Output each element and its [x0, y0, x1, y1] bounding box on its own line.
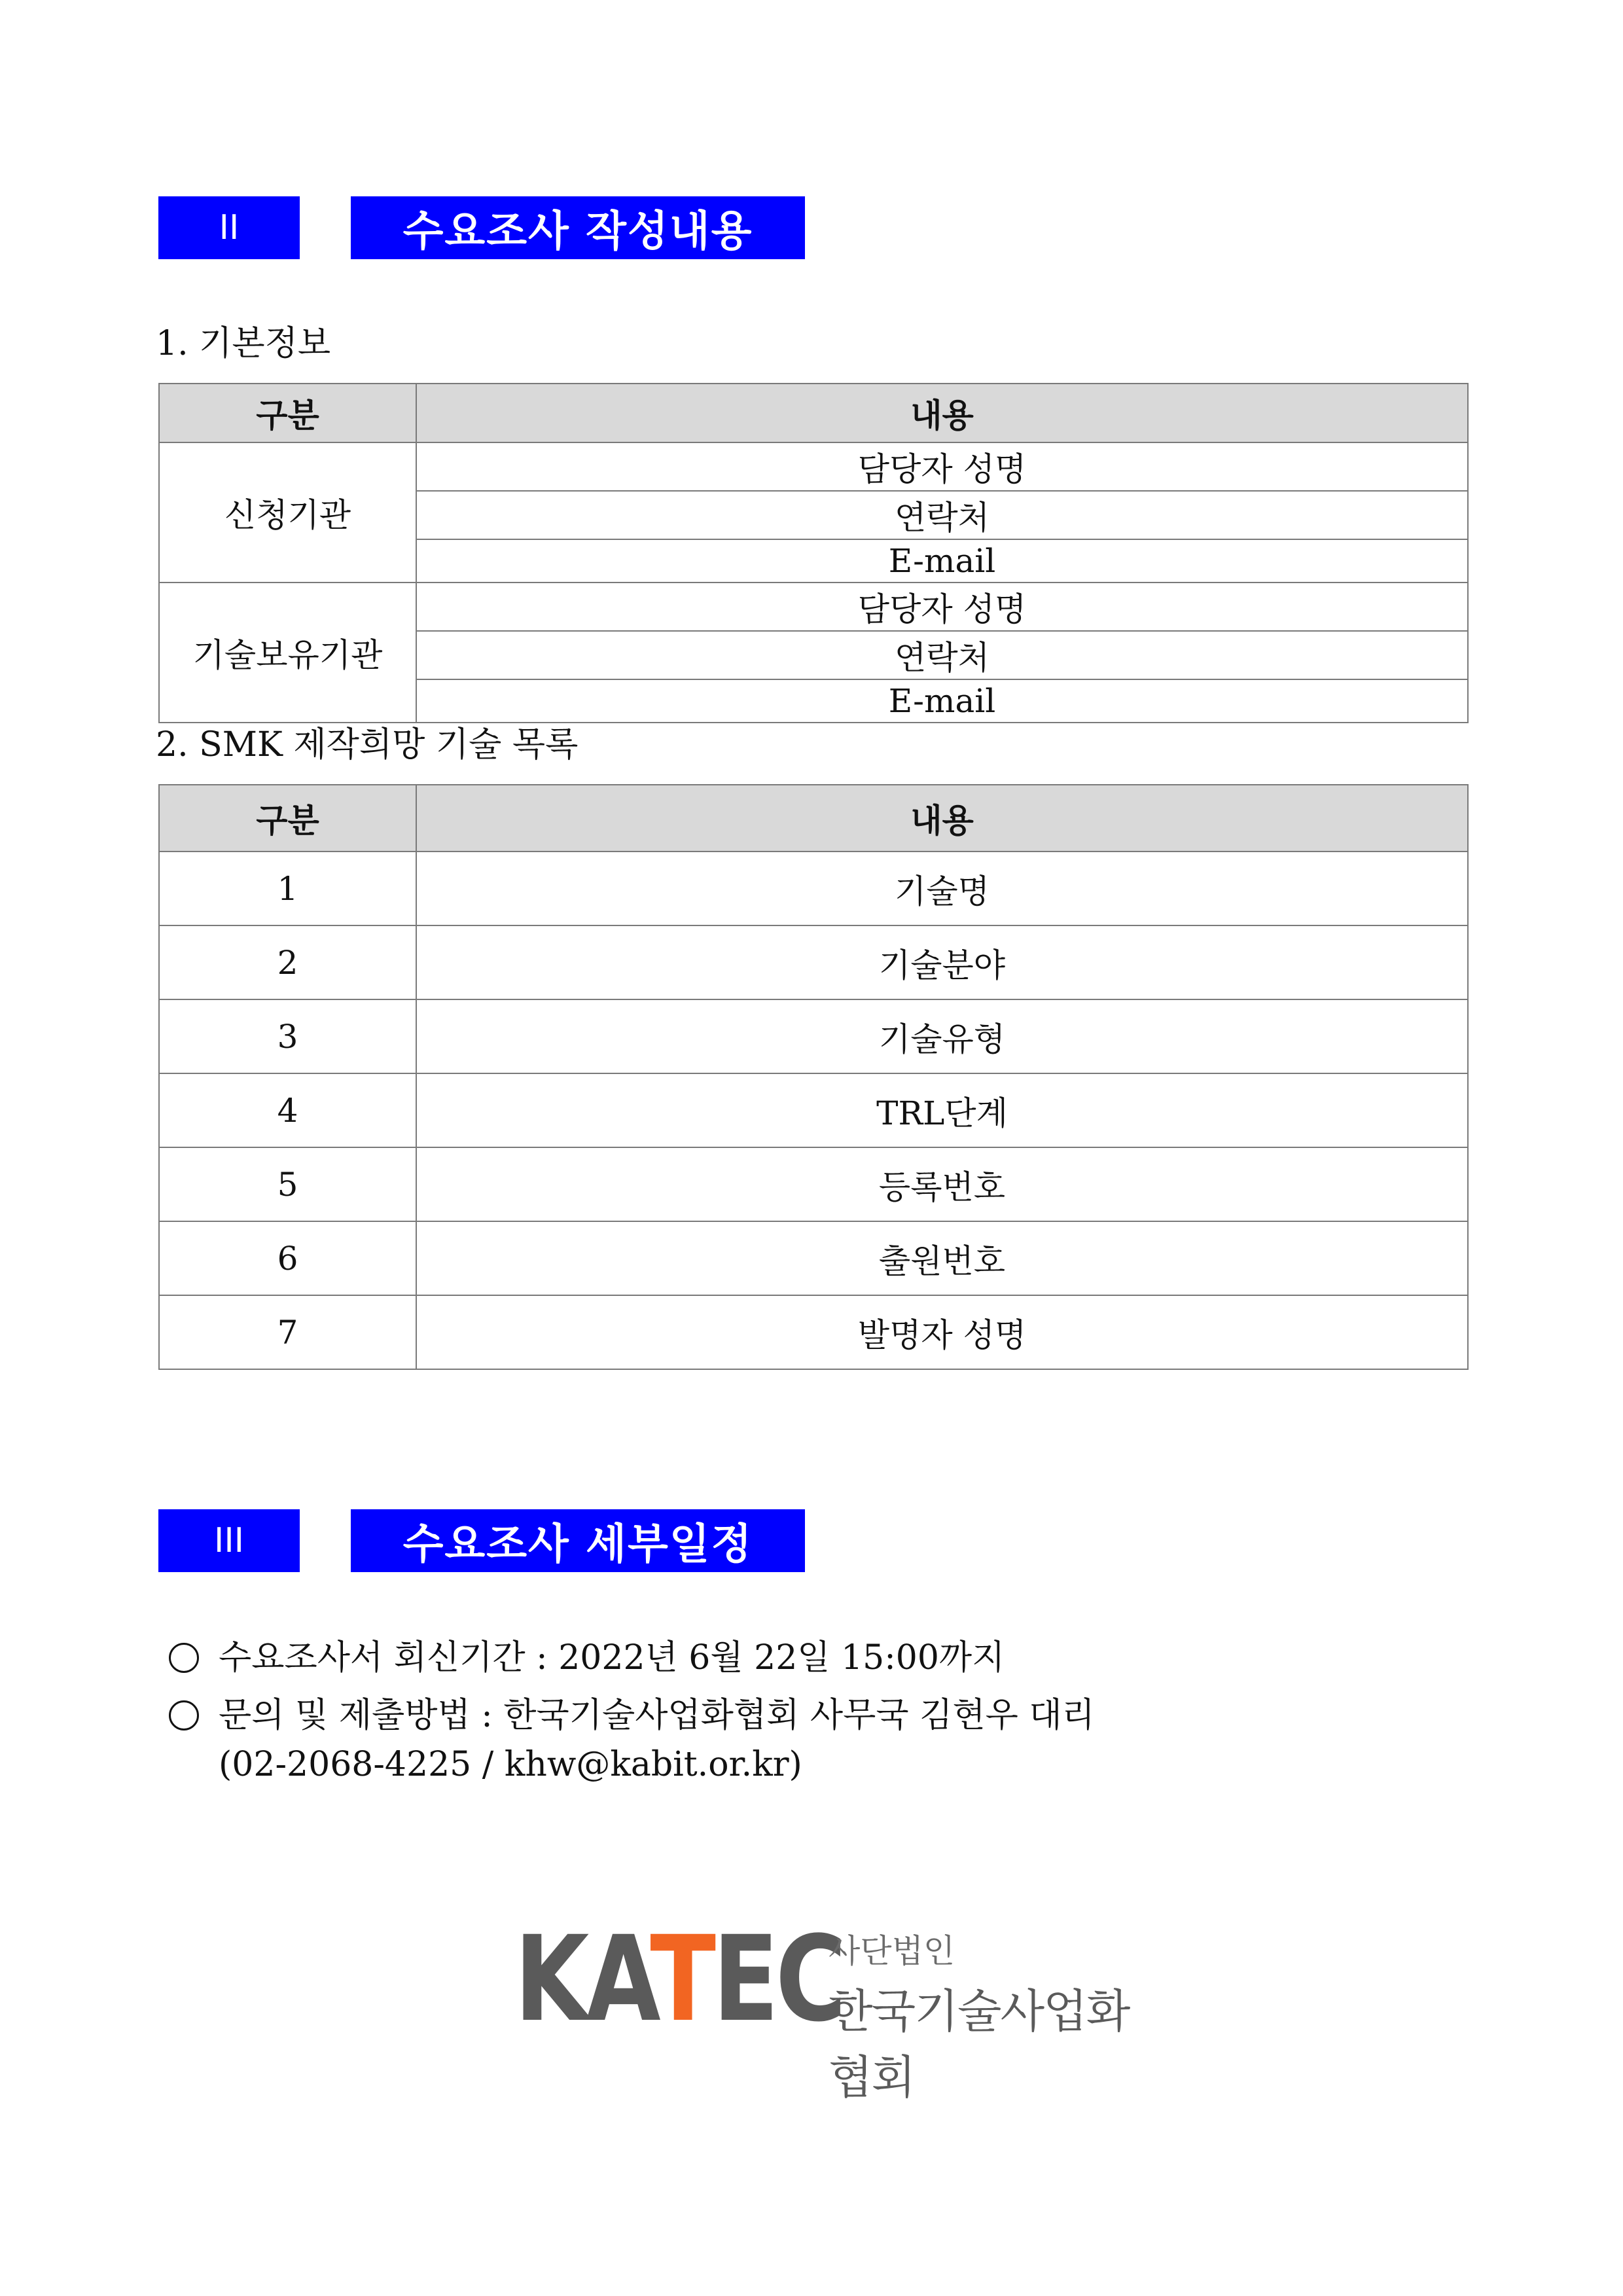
tech-list-table	[158, 784, 1469, 1370]
row-content: 기술명	[416, 852, 1468, 925]
section-title: 수요조사 작성내용	[351, 196, 805, 259]
table-row	[159, 1221, 1468, 1295]
row-number: 1	[159, 852, 416, 925]
table-row	[159, 852, 1468, 925]
basic-info-table	[158, 383, 1469, 723]
header-content: 내용	[416, 785, 1468, 852]
row-content: 출원번호	[416, 1221, 1468, 1295]
row-number: 2	[159, 925, 416, 999]
tech-list-heading: 2. SMK 제작희망 기술 목록	[156, 725, 579, 764]
category-cell: 기술보유기관	[159, 583, 416, 723]
table-row	[159, 1073, 1468, 1147]
katec-logo	[514, 1911, 1143, 2104]
row-content: 등록번호	[416, 1147, 1468, 1221]
content-cell: E-mail	[416, 679, 1468, 723]
table-row	[159, 1295, 1468, 1369]
schedule-deadline	[169, 1630, 1005, 1679]
row-content: 발명자 성명	[416, 1295, 1468, 1369]
logo-mark-text: KATEC	[514, 1911, 844, 2048]
content-cell: 담당자 성명	[416, 442, 1468, 491]
row-number: 3	[159, 999, 416, 1073]
content-cell: E-mail	[416, 539, 1468, 583]
category-cell: 신청기관	[159, 442, 416, 583]
deadline-text: 수요조사서 회신기간 : 2022년 6월 22일 15:00까지	[219, 1638, 1005, 1677]
row-number: 7	[159, 1295, 416, 1369]
row-content: TRL단계	[416, 1073, 1468, 1147]
row-number: 6	[159, 1221, 416, 1295]
content-cell: 연락처	[416, 631, 1468, 679]
section-number: II	[158, 196, 300, 259]
header-category: 구분	[159, 384, 416, 442]
content-cell: 담당자 성명	[416, 583, 1468, 631]
content-cell: 연락처	[416, 491, 1468, 539]
contact-text: 문의 및 제출방법 : 한국기술사업화협회 사무국 김현우 대리	[219, 1696, 1095, 1735]
table-row	[159, 1147, 1468, 1221]
section-title: 수요조사 세부일정	[351, 1509, 805, 1572]
table-row	[159, 925, 1468, 999]
table-row	[159, 999, 1468, 1073]
circle-bullet-icon	[169, 1643, 199, 1673]
schedule-contact	[169, 1687, 1095, 1736]
row-number: 5	[159, 1147, 416, 1221]
section-number: III	[158, 1509, 300, 1572]
logo-mark	[514, 1911, 844, 2048]
row-number: 4	[159, 1073, 416, 1147]
logo-subtitle: 사단법인	[829, 1932, 955, 1970]
header-category: 구분	[159, 785, 416, 852]
circle-bullet-icon	[169, 1700, 199, 1731]
row-content: 기술유형	[416, 999, 1468, 1073]
logo-org-name: 한국기술사업화협회	[829, 1984, 1130, 2104]
basic-info-heading: 1. 기본정보	[156, 324, 331, 363]
header-content: 내용	[416, 384, 1468, 442]
contact-detail: (02-2068-4225 / khw@kabit.or.kr)	[219, 1745, 802, 1784]
row-content: 기술분야	[416, 925, 1468, 999]
